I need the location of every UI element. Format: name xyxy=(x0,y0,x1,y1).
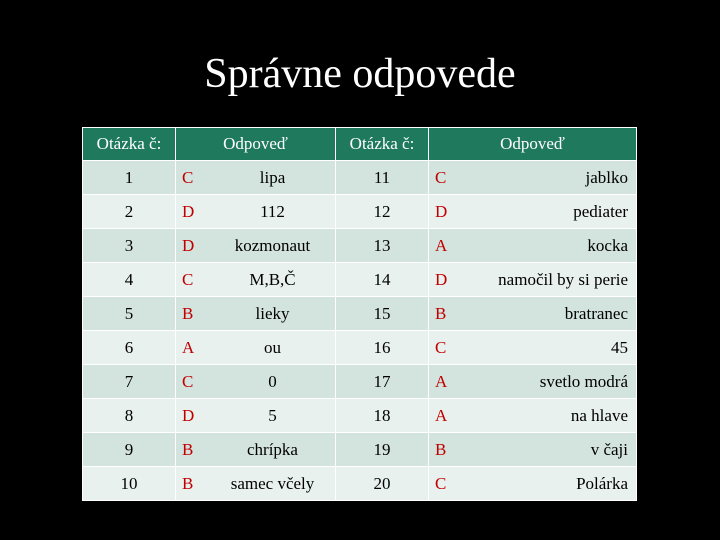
question-number: 19 xyxy=(336,433,429,467)
answer-text: samec včely xyxy=(230,473,315,493)
header-answer: Odpoveď xyxy=(176,128,336,161)
answer-text: bratranec xyxy=(564,303,628,323)
table-row xyxy=(83,263,637,297)
answer-text: lieky xyxy=(255,303,290,323)
answer-text: M,B,Č xyxy=(249,269,296,289)
answer-cell xyxy=(429,331,637,365)
answer-text: 0 xyxy=(268,371,277,391)
answer-cell xyxy=(176,195,336,229)
answer-cell xyxy=(176,263,336,297)
answer-cell xyxy=(429,297,637,331)
answer-letter: A xyxy=(182,337,195,357)
table-row xyxy=(83,331,637,365)
answer-cell xyxy=(176,229,336,263)
question-number: 14 xyxy=(336,263,429,297)
answer-text: pediater xyxy=(573,201,628,221)
answer-cell xyxy=(429,399,637,433)
answer-text: jablko xyxy=(585,167,628,187)
answer-letter: D xyxy=(435,269,448,289)
question-number: 12 xyxy=(336,195,429,229)
answer-text: v čaji xyxy=(590,439,628,459)
answer-text: 5 xyxy=(268,405,277,425)
question-number: 11 xyxy=(336,161,429,195)
question-number: 9 xyxy=(83,433,176,467)
question-number: 10 xyxy=(83,467,176,501)
header-answer-2: Odpoveď xyxy=(429,128,637,161)
answer-letter: B xyxy=(435,303,447,323)
answer-text: 112 xyxy=(260,201,285,221)
answer-letter: C xyxy=(182,167,194,187)
question-number: 5 xyxy=(83,297,176,331)
answer-cell xyxy=(176,365,336,399)
answer-letter: C xyxy=(182,371,194,391)
answer-cell xyxy=(429,365,637,399)
answer-cell xyxy=(176,161,336,195)
answer-letter: D xyxy=(182,235,195,255)
answer-text: chrípka xyxy=(247,439,298,459)
answer-letter: B xyxy=(182,303,194,323)
header-question-number-2: Otázka č: xyxy=(336,128,429,161)
question-number: 3 xyxy=(83,229,176,263)
answer-letter: A xyxy=(435,405,448,425)
table-row xyxy=(83,229,637,263)
answer-text: svetlo modrá xyxy=(539,371,628,391)
question-number: 20 xyxy=(336,467,429,501)
question-number: 18 xyxy=(336,399,429,433)
answer-letter: D xyxy=(435,201,448,221)
answer-text: kozmonaut xyxy=(234,235,311,255)
table-row xyxy=(83,467,637,501)
table-row xyxy=(83,365,637,399)
question-number: 7 xyxy=(83,365,176,399)
question-number: 8 xyxy=(83,399,176,433)
table-row xyxy=(83,399,637,433)
question-number: 2 xyxy=(83,195,176,229)
answer-letter: B xyxy=(182,439,194,459)
answer-cell xyxy=(429,195,637,229)
answers-table xyxy=(82,127,637,501)
answer-cell xyxy=(429,263,637,297)
answer-text: ou xyxy=(264,337,281,357)
answer-text: Polárka xyxy=(576,473,628,493)
answer-text: kocka xyxy=(587,235,628,255)
table-row xyxy=(83,433,637,467)
answer-letter: C xyxy=(435,473,447,493)
answer-letter: A xyxy=(435,235,448,255)
slide-title: Správne odpovede xyxy=(204,51,516,97)
table-body xyxy=(83,161,637,501)
question-number: 4 xyxy=(83,263,176,297)
answer-letter: B xyxy=(182,473,194,493)
answer-text: namočil by si perie xyxy=(498,269,628,289)
question-number: 6 xyxy=(83,331,176,365)
answer-letter: D xyxy=(182,405,195,425)
answer-letter: C xyxy=(182,269,194,289)
answer-letter: A xyxy=(435,371,448,391)
answer-cell xyxy=(176,399,336,433)
answer-letter: B xyxy=(435,439,447,459)
answer-cell xyxy=(429,229,637,263)
answer-letter: C xyxy=(435,337,447,357)
question-number: 15 xyxy=(336,297,429,331)
answer-cell xyxy=(429,161,637,195)
answer-cell xyxy=(176,433,336,467)
header-question-number: Otázka č: xyxy=(83,128,176,161)
answer-letter: D xyxy=(182,201,195,221)
table-row xyxy=(83,195,637,229)
answer-text: lipa xyxy=(259,167,286,187)
question-number: 13 xyxy=(336,229,429,263)
answer-cell xyxy=(176,467,336,501)
table-header-row xyxy=(83,128,637,161)
answer-cell xyxy=(429,467,637,501)
answer-letter: C xyxy=(435,167,447,187)
table-row xyxy=(83,297,637,331)
table-row xyxy=(83,161,637,195)
answer-text: 45 xyxy=(611,337,628,357)
answer-cell xyxy=(176,331,336,365)
answer-cell xyxy=(176,297,336,331)
answer-cell xyxy=(429,433,637,467)
question-number: 16 xyxy=(336,331,429,365)
answer-text: na hlave xyxy=(570,405,628,425)
question-number: 17 xyxy=(336,365,429,399)
question-number: 1 xyxy=(83,161,176,195)
